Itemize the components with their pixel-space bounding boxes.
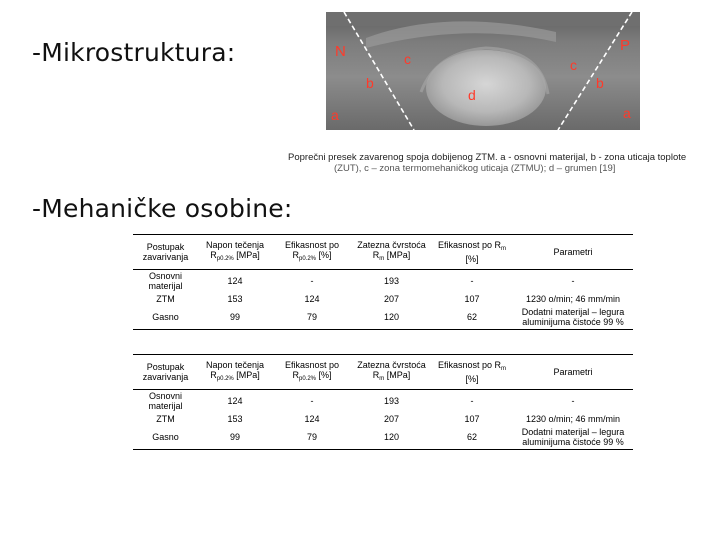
cell-napon: 99 (198, 425, 272, 450)
cell-ef-rm: 107 (464, 413, 480, 424)
cell-napon: 99 (198, 305, 272, 330)
cell-zatezna: 193 (383, 396, 400, 406)
col-header-parametri: Parametri (513, 355, 633, 390)
label-c-left: c (404, 51, 411, 67)
cell-ef-rp: 124 (304, 293, 320, 304)
micrograph-caption (288, 152, 718, 174)
table-row (133, 292, 633, 305)
cell-parametri: 1230 o/min; 46 mm/min (525, 413, 621, 424)
label-b-left: b (366, 75, 374, 91)
cell-napon: 124 (227, 396, 243, 406)
cell-ef-rm: 62 (431, 425, 513, 450)
table-row (133, 425, 633, 450)
mechanical-properties-heading: -Mehaničke osobine: (32, 194, 293, 223)
col-header-efikasnost-rp: Efikasnost po $R_{p0.2\%}$ [%] (272, 355, 352, 390)
table-row (133, 412, 633, 425)
cell-napon: 153 (227, 413, 243, 424)
col-header-efikasnost-rm: Efikasnost po $R_m$ [%] (431, 355, 513, 390)
cell-postupak: Osnovni materijal (148, 271, 183, 291)
cell-ef-rp: 79 (272, 305, 352, 330)
cell-napon: 153 (227, 293, 243, 304)
label-n: N (335, 43, 346, 60)
cell-napon: 124 (227, 276, 243, 286)
cell-parametri: Dodatni materijal – legura aluminijuma čistoće 99 % (513, 425, 633, 450)
cell-postupak: ZTM (156, 293, 175, 304)
cell-postupak: Gasno (133, 425, 198, 450)
cell-ef-rp: - (310, 276, 314, 286)
cell-zatezna: 207 (383, 413, 400, 424)
cell-parametri: - (571, 396, 575, 406)
mechanical-properties-table-copy (133, 354, 633, 450)
cell-zatezna: 120 (352, 305, 431, 330)
cell-ef-rm: 62 (431, 305, 513, 330)
col-header-postupak: Postupak zavarivanja (133, 355, 198, 390)
cell-parametri: - (571, 276, 575, 286)
col-header-parametri: Parametri (513, 235, 633, 270)
cell-postupak: Gasno (133, 305, 198, 330)
cell-ef-rp: - (310, 396, 314, 406)
col-header-efikasnost-rp: Efikasnost po $R_{p0.2\%}$ [%] (272, 235, 352, 270)
cell-ef-rp: 124 (304, 413, 320, 424)
weld-micrograph (326, 12, 640, 130)
table-row (133, 305, 633, 330)
label-d: d (468, 87, 476, 103)
cell-ef-rm: - (470, 276, 474, 286)
table-row (133, 270, 633, 293)
cell-zatezna: 120 (352, 425, 431, 450)
col-header-zatezna: Zatezna čvrstoća $R_m$ [MPa] (352, 355, 431, 390)
col-header-postupak: Postupak zavarivanja (133, 235, 198, 270)
label-b-right: b (596, 75, 604, 91)
cell-ef-rm: 107 (464, 293, 480, 304)
table-header-row (133, 355, 633, 390)
cell-zatezna: 193 (383, 276, 400, 286)
table-header-row (133, 235, 633, 270)
cell-postupak: Osnovni materijal (148, 391, 183, 411)
caption-line-2: (ZUT), c – zona termomehaničkog uticaja (ZTMU); d – grumen [19] (334, 163, 616, 174)
label-p: P (620, 37, 631, 54)
caption-line-1: Poprečni presek zavarenog spoja dobijenog ZTM. a - osnovni materijal, b - zona uticaja toplote (288, 152, 687, 163)
label-a-left: a (331, 107, 339, 123)
label-a-right: a (623, 105, 631, 121)
cell-ef-rp: 79 (272, 425, 352, 450)
cell-ef-rm: - (470, 396, 474, 406)
cell-parametri: 1230 o/min; 46 mm/min (525, 293, 621, 304)
cell-parametri: Dodatni materijal – legura aluminijuma čistoće 99 % (513, 305, 633, 330)
col-header-zatezna: Zatezna čvrstoća $R_m$ [MPa] (352, 235, 431, 270)
table-row (133, 390, 633, 413)
col-header-napon: Napon tečenja $R_{p0.2\%}$ [MPa] (198, 235, 272, 270)
cell-zatezna: 207 (383, 293, 400, 304)
mechanical-properties-table (133, 234, 633, 330)
col-header-efikasnost-rm: Efikasnost po $R_m$ [%] (431, 235, 513, 270)
col-header-napon: Napon tečenja $R_{p0.2\%}$ [MPa] (198, 355, 272, 390)
cell-postupak: ZTM (156, 413, 175, 424)
label-c-right: c (570, 57, 577, 73)
microstructure-heading: -Mikrostruktura: (32, 38, 236, 67)
